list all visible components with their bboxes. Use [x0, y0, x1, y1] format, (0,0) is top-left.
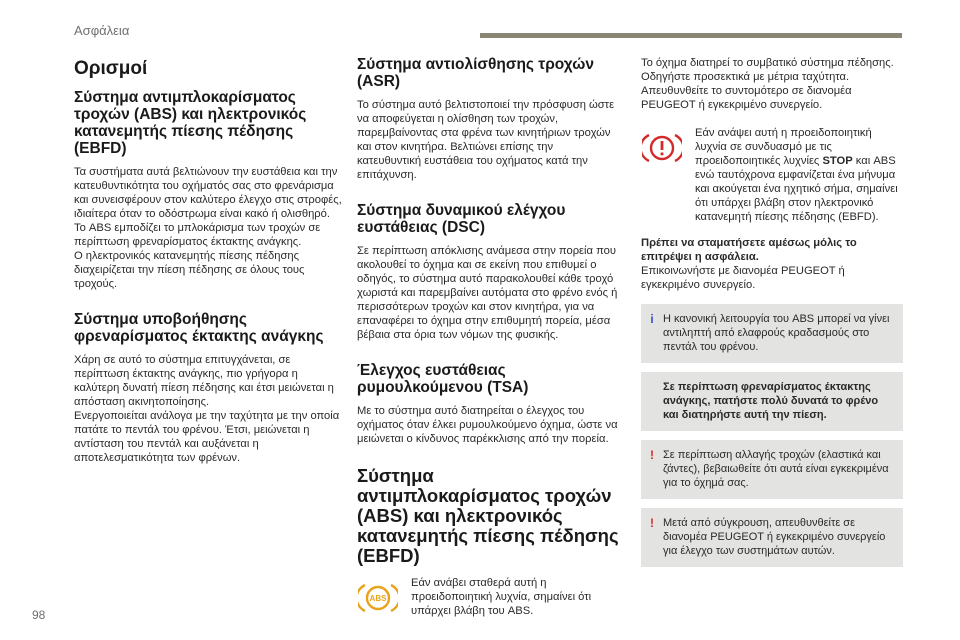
tsa-body: Με το σύστημα αυτό διατηρείται ο έλεγχος του οχήματος όταν έλκει ρυμουλκούμενο όχημα, ώστε να μειώνεται ο κίνδυνος παρέκκλισης από την πορεία. — [357, 405, 618, 445]
dsc-body: Σε περίπτωση απόκλισης ανάμεσα στην πορεία που ακολουθεί το όχημα και σε εκείνη που επιθυμεί ο οδηγός, το σύστημα αυτό παρακολουθεί κάθε τροχό χωριστά και παρεμβαίνει αυτόματα στο φρένο ενός ή περισσότερων τροχών και στον κινητήρα, για να επαναφέρει το όχημα στην επιθυμητή πορεία, μέσα βέβαια στα όρια των νόμων της φυσικής. — [357, 245, 618, 341]
page-number: 98 — [32, 608, 46, 622]
emergency-brake-assist-body-2: Ενεργοποιείται ανάλογα με την ταχύτητα με την οποία πατάτε το πεντάλ του φρένου. Έτσι, μειώνεται η αντίσταση του πεντάλ και αυξάνεται η αποτελεσματικότητα των φρένων. — [74, 410, 340, 464]
warning-icon: ! — [650, 448, 654, 462]
contact-dealer-text: Απευθυνθείτε το συντομότερο σε διανομέα PEUGEOT ή εγκεκριμένο συνεργείο. — [641, 85, 852, 111]
emergency-brake-assist-body: Χάρη σε αυτό το σύστημα επιτυγχάνεται, σε περίπτωση έκτακτης ανάγκης, πιο γρήγορα η καλύτερη δυνατή πίεση πέδησης και έτσι μειώνεται η απόσταση ακινητοποίησης. — [74, 354, 334, 408]
note-after-collision: ! Μετά από σύγκρουση, απευθυνθείτε σε διανομέα PEUGEOT ή εγκεκριμένο συνεργείο για έλεγχο των συστημάτων αυτών. — [641, 508, 903, 567]
asr-heading: Σύστημα αντιολίσθησης τροχών (ASR) — [357, 56, 595, 90]
abs-ebfd-body: Τα συστήματα αυτά βελτιώνουν την ευστάθεια και την κατευθυντικότητα του οχήματός σας στο φρενάρισμα και συνεισφέρουν στον καλύτερο έλεγχο στις στροφές, ιδιαίτερα όταν το οδόστρωμα είναι κακό ή ολισθηρό. — [74, 166, 342, 220]
info-icon: i — [650, 312, 654, 326]
page-title: Ορισμοί — [74, 58, 148, 79]
note-wheel-change: ! Σε περίπτωση αλλαγής τροχών (ελαστικά και ζάντες), βεβαιωθείτε ότι αυτά είναι εγκεκριμένα για το όχημά σας. — [641, 440, 903, 499]
asr-body: Το σύστημα αυτό βελτιστοποιεί την πρόσφυση ώστε να αποφεύγεται η ολίσθηση των τροχών, παρεμβαίνοντας στα φρένα των κινητήριων τροχών και στον κινητήρα. Βελτιώνει επίσης την κατευθυντική ευστάθεια του οχήματος κατά την επιτάχυνση. — [357, 99, 615, 181]
dsc-heading: Σύστημα δυναμικού ελέγχου ευστάθειας (DSC) — [357, 202, 566, 236]
contact-text: Επικοινωνήστε με διανομέα PEUGEOT ή εγκεκριμένο συνεργείο. — [641, 265, 845, 291]
column-1 — [74, 56, 342, 465]
abs-icon-label: ABS — [369, 594, 387, 603]
ebfd-warning-row — [641, 126, 903, 224]
abs-warning-text: Εάν ανάβει σταθερά αυτή η προειδοποιητική λυχνία, σημαίνει ότι υπάρχει βλάβη του ABS. — [411, 577, 592, 617]
brake-warning-light-icon — [641, 126, 683, 170]
abs-warning-heading: Σύστημα αντιμπλοκαρίσματος τροχών (ABS) και ηλεκτρονικός κατανεμητής πίεσης πέδησης (EBFD) — [357, 465, 619, 566]
emergency-brake-assist-heading: Σύστημα υποβοήθησης φρεναρίσματος έκτακτης ανάγκης — [74, 311, 324, 345]
ebfd-warning-text: Εάν ανάψει αυτή η προειδοποιητική λυχνία σε συνδυασμό με τις προειδοποιητικές λυχνίες STOP και ABS ενώ ταυτόχρονα εμφανίζεται ένα μήνυμα και ακούγεται ένα ηχητικό σήμα, σημαίνει ότι υπάρχει βλάβη στον ηλεκτρονικό κατανεμητή πίεσης πέδησης (EBFD). — [695, 127, 898, 223]
column-2 — [357, 56, 619, 620]
abs-warning-light-icon — [357, 576, 399, 620]
abs-ebfd-body-2: Το ABS εμποδίζει το μπλοκάρισμα των τροχών σε περίπτωση φρεναρίσματος έκτακτης ανάγκης. — [74, 222, 321, 248]
section-title: Ασφάλεια — [74, 23, 130, 38]
abs-ebfd-body-3: Ο ηλεκτρονικός κατανεμητής πίεσης πέδησης διαχειρίζεται την πίεση πέδησης σε όλους τους τροχούς. — [74, 250, 305, 290]
warning-icon: ! — [650, 516, 654, 530]
note-emergency-brake: Σε περίπτωση φρεναρίσματος έκτακτης ανάγκης, πατήστε πολύ δυνατά το φρένο και διατηρήστε αυτή την πίεση. — [641, 372, 903, 431]
column-3 — [641, 56, 903, 576]
note-abs-normal: i Η κανονική λειτουργία του ABS μπορεί να γίνει αντιληπτή από ελαφρούς κραδασμούς στο πεντάλ του φρένου. — [641, 304, 903, 363]
page-header — [0, 0, 960, 46]
conventional-braking-text: Το όχημα διατηρεί το συμβατικό σύστημα πέδησης. Οδηγήστε προσεκτικά με μέτρια ταχύτητα. — [641, 57, 894, 83]
stop-immediately-text: Πρέπει να σταματήσετε αμέσως μόλις το επιτρέψει η ασφάλεια. — [641, 237, 857, 263]
abs-ebfd-heading: Σύστημα αντιμπλοκαρίσματος τροχών (ABS) και ηλεκτρονικός κατανεμητής πίεσης πέδησης (EBFD) — [74, 89, 307, 157]
tsa-heading: Έλεγχος ευστάθειας ρυμουλκούμενου (TSA) — [357, 362, 529, 396]
header-bar — [480, 33, 902, 38]
abs-warning-row — [357, 576, 619, 620]
